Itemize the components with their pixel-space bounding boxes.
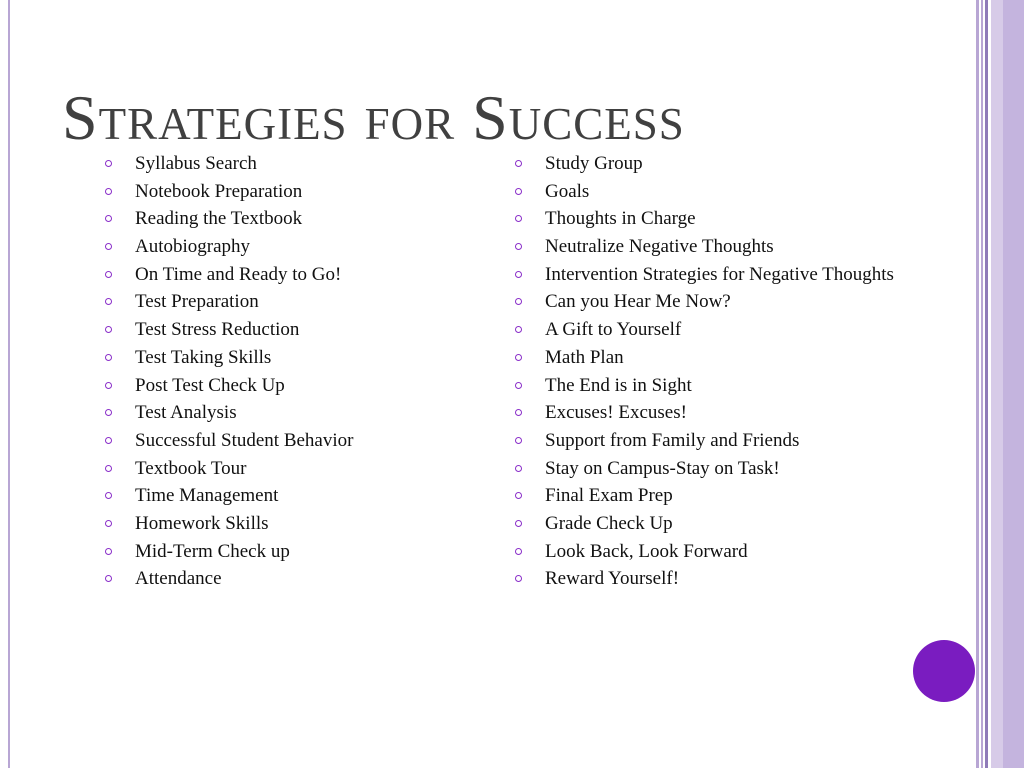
- list-item: [514, 403, 904, 422]
- hollow-circle-bullet-icon: [515, 188, 522, 195]
- list-item-text: Reading the Textbook: [135, 208, 303, 230]
- hollow-circle-bullet-icon: [105, 188, 112, 195]
- list-item: [514, 431, 904, 450]
- list-item: [514, 237, 904, 256]
- decorative-circle: [913, 640, 975, 702]
- list-item: [104, 209, 484, 228]
- hollow-circle-bullet-icon: [515, 326, 522, 333]
- list-item: [104, 459, 484, 478]
- list-item: [514, 376, 904, 395]
- list-item-text: Attendance: [135, 568, 222, 590]
- list-item: [104, 182, 484, 201]
- hollow-circle-bullet-icon: [515, 382, 522, 389]
- list-item-text: Reward Yourself!: [545, 568, 680, 590]
- list-item-text: Homework Skills: [135, 512, 269, 534]
- list-item: [514, 486, 904, 505]
- hollow-circle-bullet-icon: [105, 492, 112, 499]
- hollow-circle-bullet-icon: [105, 465, 112, 472]
- list-item-text: Goals: [545, 180, 590, 202]
- hollow-circle-bullet-icon: [515, 215, 522, 222]
- list-item: [104, 403, 484, 422]
- list-item: [514, 348, 904, 367]
- list-item: [104, 265, 484, 284]
- list-item-text: Intervention Strategies for Negative Thoughts: [545, 263, 894, 285]
- stripe: [981, 0, 983, 768]
- hollow-circle-bullet-icon: [515, 243, 522, 250]
- hollow-circle-bullet-icon: [105, 382, 112, 389]
- list-item-text: Stay on Campus-Stay on Task!: [545, 457, 780, 479]
- list-item: [514, 265, 904, 284]
- list-item-text: Final Exam Prep: [545, 485, 673, 507]
- right-decorative-stripes: [976, 0, 1024, 768]
- stripe: [985, 0, 988, 768]
- hollow-circle-bullet-icon: [515, 409, 522, 416]
- list-item-text: Test Taking Skills: [135, 346, 272, 368]
- list-item: [514, 209, 904, 228]
- list-item-text: The End is in Sight: [545, 374, 692, 396]
- list-item-text: Post Test Check Up: [135, 374, 285, 396]
- list-item-text: Successful Student Behavior: [135, 429, 354, 451]
- list-item: [514, 292, 904, 311]
- list-item-text: Test Preparation: [135, 291, 259, 313]
- hollow-circle-bullet-icon: [105, 243, 112, 250]
- list-item-text: Textbook Tour: [135, 457, 247, 479]
- list-item: [104, 237, 484, 256]
- stripe: [976, 0, 979, 768]
- hollow-circle-bullet-icon: [105, 271, 112, 278]
- hollow-circle-bullet-icon: [105, 437, 112, 444]
- hollow-circle-bullet-icon: [515, 298, 522, 305]
- list-item: [514, 154, 904, 173]
- list-item: [104, 376, 484, 395]
- list-item: [104, 542, 484, 561]
- stripe: [1003, 0, 1024, 768]
- hollow-circle-bullet-icon: [105, 354, 112, 361]
- list-item-text: Test Stress Reduction: [135, 319, 300, 341]
- hollow-circle-bullet-icon: [515, 492, 522, 499]
- stripe: [991, 0, 1003, 768]
- hollow-circle-bullet-icon: [515, 548, 522, 555]
- list-item-text: Grade Check Up: [545, 512, 673, 534]
- hollow-circle-bullet-icon: [515, 160, 522, 167]
- hollow-circle-bullet-icon: [515, 437, 522, 444]
- list-item: [514, 569, 904, 588]
- list-item: [514, 459, 904, 478]
- hollow-circle-bullet-icon: [105, 575, 112, 582]
- list-item-text: Support from Family and Friends: [545, 429, 800, 451]
- hollow-circle-bullet-icon: [515, 354, 522, 361]
- list-item-text: Autobiography: [135, 236, 251, 258]
- list-item: [514, 182, 904, 201]
- list-item: [104, 431, 484, 450]
- hollow-circle-bullet-icon: [105, 409, 112, 416]
- bullet-list-right: [514, 154, 904, 597]
- list-item-text: Can you Hear Me Now?: [545, 291, 731, 313]
- hollow-circle-bullet-icon: [105, 215, 112, 222]
- hollow-circle-bullet-icon: [515, 575, 522, 582]
- list-item-text: A Gift to Yourself: [545, 319, 682, 341]
- list-item-text: Math Plan: [545, 346, 624, 368]
- left-border-line: [8, 0, 10, 768]
- list-item-text: Study Group: [545, 153, 643, 174]
- list-item: [514, 542, 904, 561]
- hollow-circle-bullet-icon: [515, 465, 522, 472]
- list-item-text: Look Back, Look Forward: [545, 540, 748, 562]
- list-item: [104, 514, 484, 533]
- list-item-text: Neutralize Negative Thoughts: [545, 236, 774, 258]
- list-item-text: Syllabus Search: [135, 153, 257, 174]
- list-item-text: Thoughts in Charge: [545, 208, 696, 230]
- hollow-circle-bullet-icon: [515, 271, 522, 278]
- list-item: [104, 292, 484, 311]
- list-item: [104, 320, 484, 339]
- hollow-circle-bullet-icon: [515, 520, 522, 527]
- list-item: [514, 320, 904, 339]
- list-item: [104, 486, 484, 505]
- list-item-text: On Time and Ready to Go!: [135, 263, 342, 285]
- hollow-circle-bullet-icon: [105, 520, 112, 527]
- list-item-text: Time Management: [135, 485, 279, 507]
- hollow-circle-bullet-icon: [105, 298, 112, 305]
- list-item: [104, 569, 484, 588]
- list-item-text: Mid-Term Check up: [135, 540, 290, 562]
- list-item: [104, 154, 484, 173]
- hollow-circle-bullet-icon: [105, 160, 112, 167]
- list-item-text: Test Analysis: [135, 402, 237, 424]
- list-item: [514, 514, 904, 533]
- list-item: [104, 348, 484, 367]
- hollow-circle-bullet-icon: [105, 326, 112, 333]
- slide-title: Strategies for Success: [62, 82, 685, 153]
- bullet-list-left: [104, 154, 484, 597]
- hollow-circle-bullet-icon: [105, 548, 112, 555]
- list-item-text: Excuses! Excuses!: [545, 402, 687, 424]
- list-item-text: Notebook Preparation: [135, 180, 303, 202]
